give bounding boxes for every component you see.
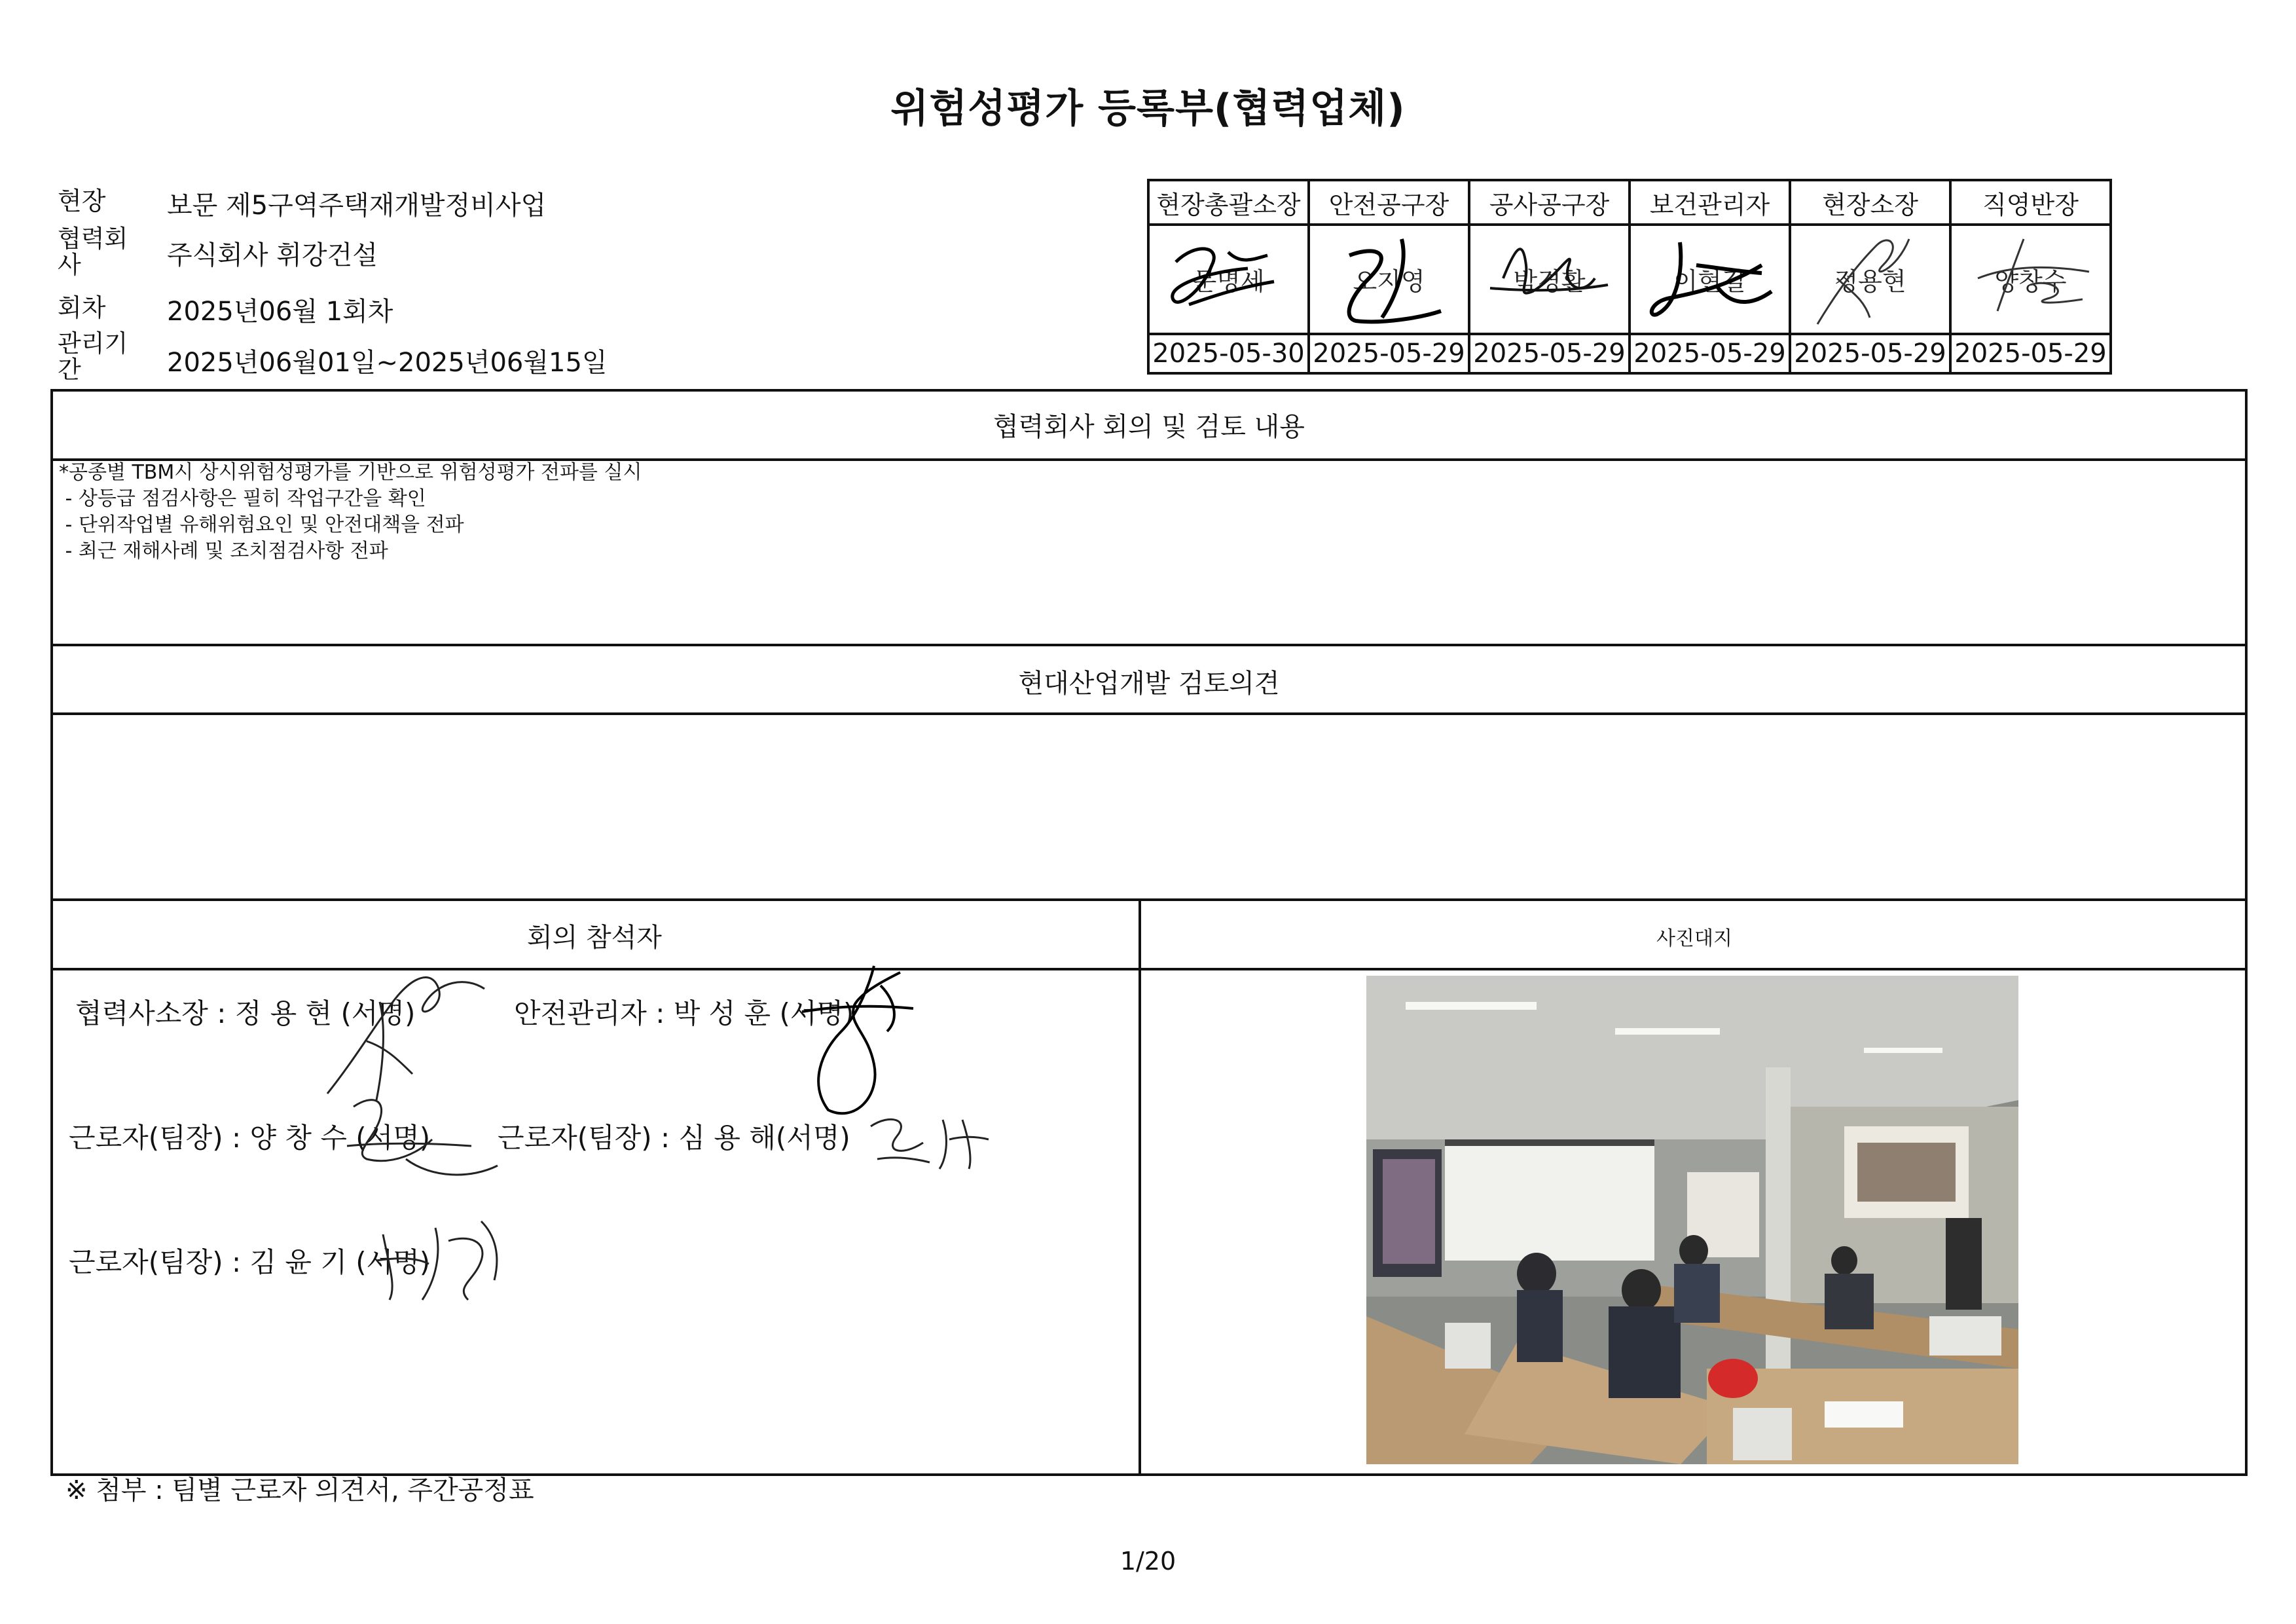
approval-signature-cell — [1469, 225, 1630, 334]
approval-name: 문명세 — [1192, 267, 1265, 296]
site-label: 현장 — [58, 187, 106, 215]
divider — [50, 644, 2248, 646]
handwritten-signature — [864, 1107, 995, 1172]
review-line: - 상등급 점검사항은 필히 작업구간을 확인 — [59, 487, 426, 510]
approval-role: 안전공구장 — [1309, 180, 1469, 225]
column-divider — [1139, 898, 1141, 1475]
approval-name: 오지영 — [1353, 267, 1425, 296]
approval-table — [1147, 179, 2112, 375]
approval-date: 2025-05-30 — [1148, 334, 1309, 373]
review-line: - 단위작업별 유해위험요인 및 안전대책을 전파 — [59, 513, 464, 536]
company-value: 주식회사 휘강건설 — [167, 240, 378, 270]
attendee-safety-manager: 안전관리자 : 박 성 훈 (서명) — [514, 997, 854, 1029]
approval-signature-cell — [1309, 225, 1469, 334]
approval-role: 보건관리자 — [1630, 180, 1790, 225]
review-line: - 최근 재해사례 및 조치점검사항 전파 — [59, 540, 388, 563]
approval-signature-cell — [1790, 225, 1950, 334]
period-value: 2025년06월01일~2025년06월15일 — [167, 348, 608, 378]
review-line: *공종별 TBM시 상시위험성평가를 기반으로 위험성평가 전파를 실시 — [59, 461, 642, 484]
approval-signature-cell — [1148, 225, 1309, 334]
divider — [50, 898, 2248, 901]
site-value: 보문 제5구역주택재개발정비사업 — [167, 191, 547, 221]
approval-signature-cell — [1630, 225, 1790, 334]
handwritten-signature — [789, 953, 920, 1123]
review-notes — [59, 460, 642, 564]
approval-name: 박경환 — [1513, 267, 1586, 296]
approval-role: 공사공구장 — [1469, 180, 1630, 225]
approval-date: 2025-05-29 — [1950, 334, 2111, 373]
approval-date: 2025-05-29 — [1469, 334, 1630, 373]
approval-role: 직영반장 — [1950, 180, 2111, 225]
photo-header: 사진대지 — [1656, 927, 1732, 950]
attendee-site-manager: 협력사소장 : 정 용 현 (서명) — [75, 997, 416, 1029]
meeting-photo — [1366, 976, 2018, 1464]
attendee-team-lead: 근로자(팀장) : 양 창 수 (서명) — [69, 1122, 431, 1154]
attachment-note: ※ 첨부 : 팀별 근로자 의견서, 주간공정표 — [65, 1475, 534, 1505]
approval-role: 현장소장 — [1790, 180, 1950, 225]
attendee-team-lead: 근로자(팀장) : 김 윤 기 (서명) — [69, 1246, 431, 1278]
approval-date: 2025-05-29 — [1790, 334, 1950, 373]
opinion-header: 현대산업개발 검토의견 — [1018, 669, 1280, 699]
period-label: 관리기간 — [58, 329, 128, 384]
round-label: 회차 — [58, 293, 106, 322]
round-value: 2025년06월 1회차 — [167, 297, 393, 327]
review-header: 협력회사 회의 및 검토 내용 — [993, 412, 1305, 442]
attendees-header: 회의 참석자 — [527, 923, 662, 953]
approval-name: 정용현 — [1834, 267, 1906, 296]
approval-signature-cell — [1950, 225, 2111, 334]
handwritten-signature — [327, 1080, 511, 1192]
attendee-team-lead: 근로자(팀장) : 심 용 해(서명) — [498, 1122, 850, 1154]
approval-date: 2025-05-29 — [1630, 334, 1790, 373]
approval-date: 2025-05-29 — [1309, 334, 1469, 373]
divider — [50, 712, 2248, 715]
approval-role: 현장총괄소장 — [1148, 180, 1309, 225]
approval-name: 이현길 — [1673, 267, 1746, 296]
handwritten-signature — [370, 1215, 514, 1313]
approval-name: 양창수 — [1994, 267, 2067, 296]
page-number: 1/20 — [1120, 1547, 1176, 1576]
meeting-room-illustration — [1366, 976, 2018, 1464]
company-label: 협력회사 — [58, 225, 128, 279]
document-title: 위험성평가 등록부(협력업체) — [890, 86, 1406, 132]
